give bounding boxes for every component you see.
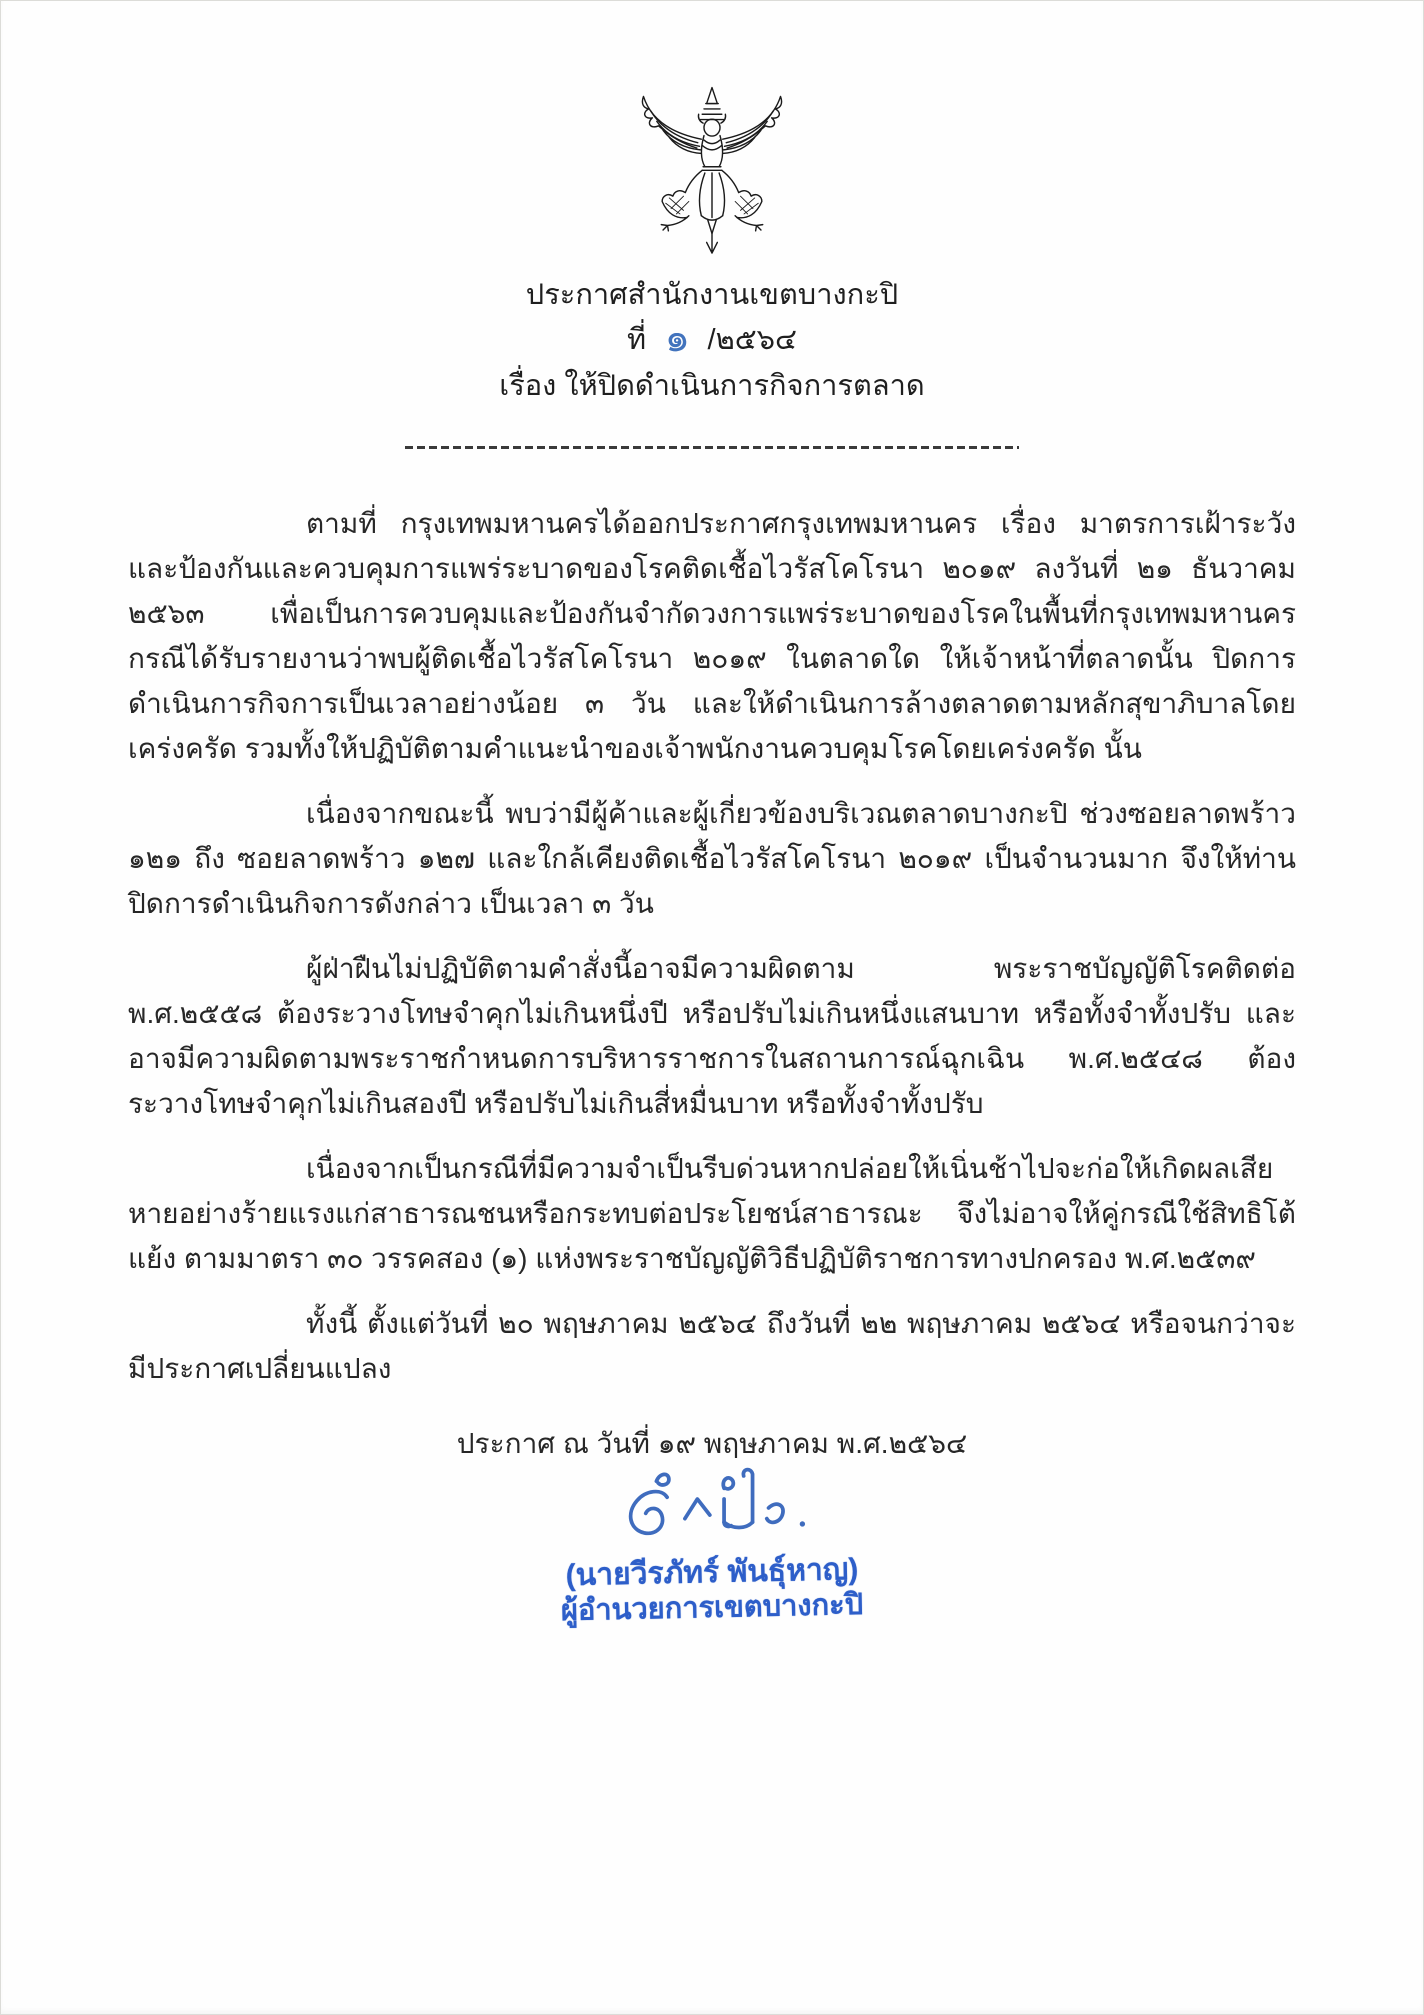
paragraph-1: ตามที่ กรุงเทพมหานครได้ออกประกาศกรุงเทพมหานคร เรื่อง มาตรการเฝ้าระวังและป้องกันและควบคุมการแพร่ระบาดของโรคติดเชื้อไวรัสโคโรนา ๒๐๑๙ ลงวันที่ ๒๑ ธันวาคม ๒๕๖๓ เพื่อเป็นการควบคุมและป้องกันจำกัดวงการแพร่ระบาดของโรคในพื้นที่กรุงเทพมหานคร กรณีได้รับรายงานว่าพบผู้ติดเชื้อไวรัสโคโรนา ๒๐๑๙ ในตลาดใด ให้เจ้าหน้าที่ตลาดนั้น ปิดการดำเนินการกิจการเป็นเวลาอย่างน้อย ๓ วัน และให้ดำเนินการล้างตลาดตามหลักสุขาภิบาลโดยเคร่งครัด รวมทั้งให้ปฏิบัติตามคำแนะนำของเจ้าพนักงานควบคุมโรคโดยเคร่งครัด นั้น [128, 508, 1296, 764]
paragraph-3: ผู้ฝ่าฝืนไม่ปฏิบัติตามคำสั่งนี้อาจมีความผิดตาม พระราชบัญญัติโรคติดต่อ พ.ศ.๒๕๕๘ ต้องระวางโทษจำคุกไม่เกินหนึ่งปี หรือปรับไม่เกินหนึ่งแสนบาท หรือทั้งจำทั้งปรับ และอาจมีความผิดตามพระราชกำหนดการบริหารราชการในสถานการณ์ฉุกเฉิน พ.ศ.๒๕๔๘ ต้องระวางโทษจำคุกไม่เกินสองปี หรือปรับไม่เกินสี่หมื่นบาท หรือทั้งจำทั้งปรับ [128, 953, 1296, 1119]
document-body [128, 501, 1296, 1391]
agency-line: ประกาศสำนักงานเขตบางกะปิ [525, 279, 899, 311]
paragraph-2: เนื่องจากขณะนี้ พบว่ามีผู้ค้าและผู้เกี่ยวข้องบริเวณตลาดบางกะปิ ช่วงซอยลาดพร้าว ๑๒๑ ถึง ซอยลาดพร้าว ๑๒๗ และใกล้เคียงติดเชื้อไวรัสโคโรนา ๒๐๑๙ เป็นจำนวนมาก จึงให้ท่านปิดการดำเนินกิจการดังกล่าว เป็นเวลา ๓ วัน [128, 798, 1296, 919]
doc-number-year: /๒๕๖๔ [707, 324, 797, 356]
paragraph-4: เนื่องจากเป็นกรณีที่มีความจำเป็นรีบด่วนหากปล่อยให้เนิ่นช้าไปจะก่อให้เกิดผลเสียหายอย่างร้ายแรงแก่สาธารณชนหรือกระทบต่อประโยชน์สาธารณะ จึงไม่อาจให้คู่กรณีใช้สิทธิโต้แย้ง ตามมาตรา ๓๐ วรรคสอง (๑) แห่งพระราชบัญญัติวิธีปฏิบัติราชการทางปกครอง พ.ศ.๒๕๓๙ [128, 1153, 1296, 1274]
signer-title-stamp: ผู้อำนวยการเขตบางกะปิ [560, 1588, 864, 1628]
divider-rule [405, 446, 1019, 449]
doc-number-line [128, 316, 1296, 364]
announcement-date-line: ประกาศ ณ วันที่ ๑๙ พฤษภาคม พ.ศ.๒๕๖๔ [456, 1428, 968, 1459]
doc-number-prefix: ที่ [627, 324, 647, 356]
paragraph-5: ทั้งนี้ ตั้งแต่วันที่ ๒๐ พฤษภาคม ๒๕๖๔ ถึงวันที่ ๒๒ พฤษภาคม ๒๕๖๔ หรือจนกว่าจะมีประกาศเปลี่ยนแปลง [128, 1308, 1296, 1384]
signer-name-stamp: (นายวีรภัทร์ พันธุ์หาญ) [565, 1552, 859, 1593]
handwritten-doc-number: ๑ [662, 314, 692, 362]
subject-line: เรื่อง ให้ปิดดำเนินการกิจการตลาด [499, 370, 925, 402]
signature-ink [610, 1467, 815, 1556]
signature-block [128, 1467, 1296, 1628]
garuda-emblem [128, 84, 1296, 262]
